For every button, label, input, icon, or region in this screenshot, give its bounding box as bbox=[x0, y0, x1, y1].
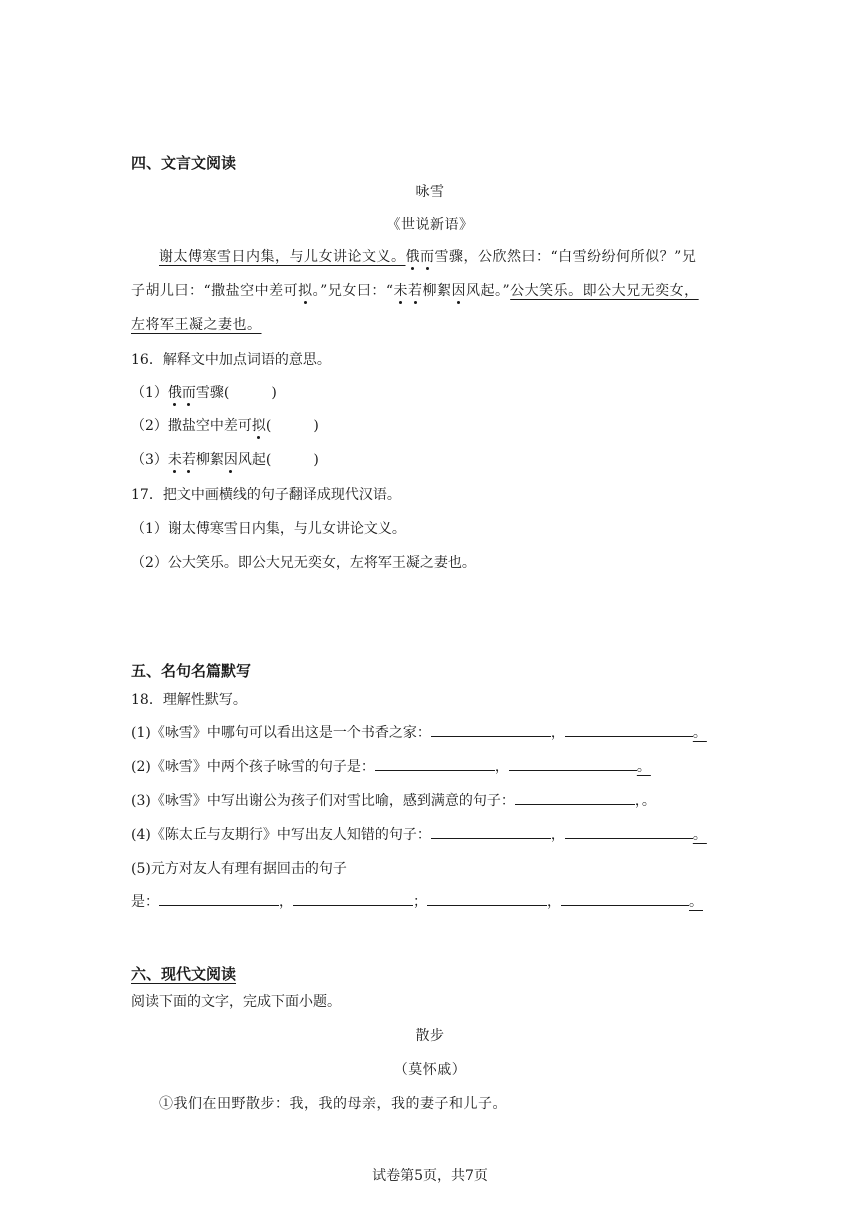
q18-line-5a: (5)元方对友人有理有据回击的句子 bbox=[131, 861, 347, 877]
essay-paragraph-1: ①我们在田野散步：我，我的母亲，我的妻子和儿子。 bbox=[159, 1096, 507, 1112]
essay-author: （莫怀戚） bbox=[393, 1062, 467, 1078]
answer-blank[interactable] bbox=[565, 824, 693, 839]
poem-source: 《世说新语》 bbox=[386, 217, 474, 233]
q16-item-1: （1）俄而雪骤( ) bbox=[131, 385, 277, 401]
q18-line-1: (1)《咏雪》中哪句可以看出这是一个书香之家： ， 。 bbox=[131, 722, 707, 742]
answer-blank[interactable] bbox=[515, 790, 635, 805]
answer-blank[interactable] bbox=[427, 891, 547, 906]
answer-blank[interactable] bbox=[159, 891, 279, 906]
underlined-sentence-2-cont: 左将军王凝之妻也。 bbox=[131, 317, 262, 333]
dotted-char: 因 bbox=[223, 452, 238, 468]
underlined-sentence-2: 公大笑乐。即公大兄无奕女， bbox=[510, 283, 699, 299]
section-5-title: 五、名句名篇默写 bbox=[131, 662, 252, 680]
q18-line-3: (3)《咏雪》中写出谢公为孩子们对雪比喻，感到满意的句子： ，。 bbox=[131, 790, 656, 810]
q16-item-2: （2）撒盐空中差可拟( ) bbox=[131, 418, 319, 434]
q18-stem: 18．理解性默写。 bbox=[131, 692, 247, 708]
poem-title: 咏雪 bbox=[415, 184, 445, 200]
answer-blank[interactable] bbox=[293, 891, 413, 906]
passage-line-1: 谢太傅寒雪日内集，与儿女讲论文义。俄而雪骤，公欣然曰：“白雪纷纷何所似？”兄 bbox=[159, 249, 697, 265]
q17-item-2: （2）公大笑乐。即公大兄无奕女，左将军王凝之妻也。 bbox=[131, 555, 476, 571]
dotted-char: 俄 bbox=[167, 385, 182, 401]
essay-title: 散步 bbox=[415, 1028, 445, 1044]
answer-blank[interactable] bbox=[431, 722, 551, 737]
dotted-char: 因 bbox=[451, 283, 466, 299]
dotted-char: 未 bbox=[167, 452, 182, 468]
q16-item-3: （3）未若柳絮因风起( ) bbox=[131, 452, 319, 468]
answer-blank[interactable] bbox=[561, 891, 689, 906]
page-footer: 试卷第5页，共7页 bbox=[372, 1168, 488, 1184]
answer-blank[interactable] bbox=[565, 722, 693, 737]
dotted-char: 若 bbox=[408, 283, 423, 299]
q18-line-2: (2)《咏雪》中两个孩子咏雪的句子是： ， 。 bbox=[131, 756, 651, 776]
passage-line-2: 子胡儿曰：“撒盐空中差可拟。”兄女曰：“未若柳絮因风起。”公大笑乐。即公大兄无奕女， bbox=[131, 283, 699, 299]
section-6-stem: 阅读下面的文字，完成下面小题。 bbox=[131, 994, 341, 1010]
section-6-title: 六、现代文阅读 bbox=[131, 965, 237, 983]
dotted-char: 若 bbox=[181, 452, 196, 468]
section-4-title: 四、文言文阅读 bbox=[131, 154, 237, 172]
q17-item-1: （1）谢太傅寒雪日内集，与儿女讲论文义。 bbox=[131, 521, 406, 537]
dotted-char: 未 bbox=[393, 283, 408, 299]
dotted-char: 而 bbox=[420, 249, 435, 265]
dotted-char: 俄 bbox=[405, 249, 420, 265]
dotted-char: 拟 bbox=[298, 283, 313, 299]
q17-stem: 17．把文中画横线的句子翻译成现代汉语。 bbox=[131, 487, 401, 503]
q18-line-4: (4)《陈太丘与友期行》中写出友人知错的句子： ， 。 bbox=[131, 824, 707, 844]
answer-blank[interactable] bbox=[375, 756, 495, 771]
dotted-char: 拟 bbox=[251, 418, 266, 434]
q16-stem: 16．解释文中加点词语的意思。 bbox=[131, 352, 331, 368]
underlined-sentence-1: 谢太傅寒雪日内集，与儿女讲论文义。 bbox=[159, 249, 406, 265]
answer-blank[interactable] bbox=[431, 824, 551, 839]
answer-blank[interactable] bbox=[509, 756, 637, 771]
passage-line-3 bbox=[131, 314, 262, 334]
q18-line-5b: 是： ， ； ， 。 bbox=[131, 891, 703, 911]
dotted-char: 而 bbox=[181, 385, 196, 401]
